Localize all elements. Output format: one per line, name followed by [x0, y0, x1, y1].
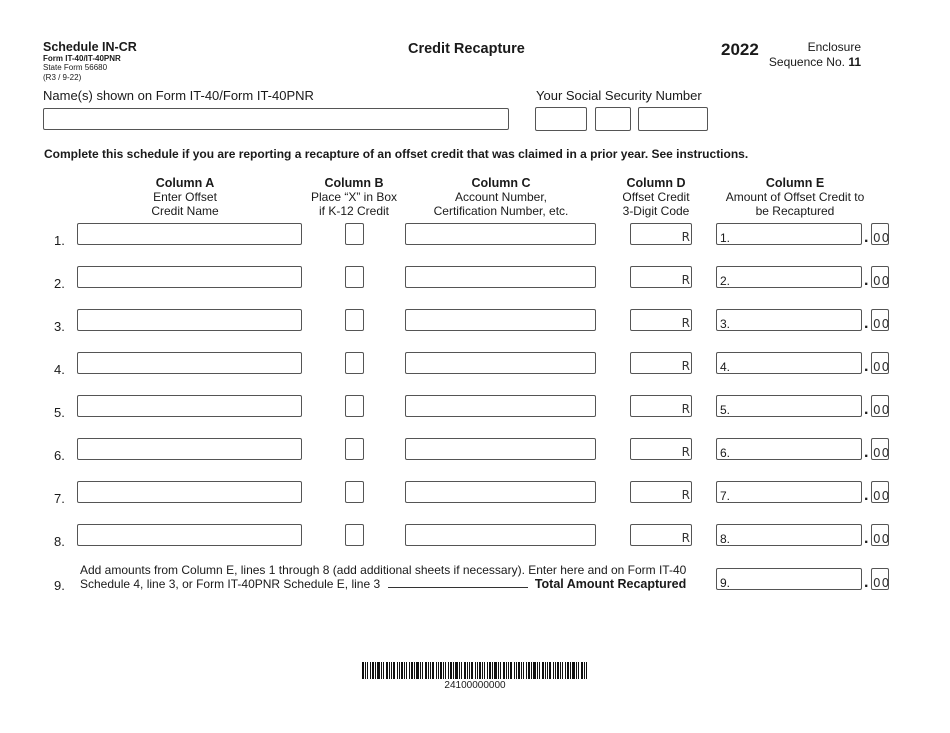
decimal-point: . [864, 574, 869, 591]
cents-input[interactable] [871, 395, 889, 417]
code-suffix: R [681, 488, 690, 502]
column-d-line1: Offset Credit [622, 190, 690, 204]
column-c-title: Column C [471, 176, 531, 190]
k12-checkbox[interactable] [345, 266, 364, 288]
recapture-amount-input[interactable] [716, 438, 862, 460]
column-e-header [712, 176, 878, 218]
cents-value: 00 [873, 489, 891, 503]
column-e-line2: be Recaptured [755, 204, 835, 218]
amount-line-label: 3. [720, 317, 731, 331]
recapture-amount-input[interactable] [716, 524, 862, 546]
credit-code-input[interactable] [630, 223, 692, 245]
code-suffix: R [681, 230, 690, 244]
account-number-input[interactable] [405, 438, 596, 460]
credit-code-input[interactable] [630, 309, 692, 331]
row-number: 3. [54, 319, 65, 334]
sequence-line [760, 55, 861, 70]
total-instruction-text: Schedule 4, line 3, or Form IT-40PNR Schedule E, line 3 [80, 577, 381, 591]
cents-input[interactable] [871, 223, 889, 245]
leader-line [388, 578, 528, 588]
column-d-line2: 3-Digit Code [622, 204, 690, 218]
barcode [362, 662, 588, 679]
amount-line-label: 2. [720, 274, 731, 288]
ssn-field-part2[interactable] [595, 107, 631, 131]
column-e-line1: Amount of Offset Credit to [725, 190, 865, 204]
total-amount-input[interactable] [716, 568, 862, 590]
amount-line-label: 5. [720, 403, 731, 417]
sequence-number: 11 [848, 55, 861, 69]
form-id-block [43, 41, 137, 82]
credit-code-input[interactable] [630, 352, 692, 374]
code-suffix: R [681, 445, 690, 459]
credit-code-input[interactable] [630, 395, 692, 417]
enclosure-label: Enclosure [807, 40, 861, 54]
recapture-amount-input[interactable] [716, 395, 862, 417]
decimal-point: . [864, 530, 869, 547]
row-number: 2. [54, 276, 65, 291]
name-label: Name(s) shown on Form IT-40/Form IT-40PNR [43, 88, 314, 103]
tax-year: 2022 [721, 40, 759, 59]
barcode-number: 24100000000 [444, 680, 506, 691]
amount-line-label: 4. [720, 360, 731, 374]
row-number: 4. [54, 362, 65, 377]
decimal-point: . [864, 229, 869, 246]
cents-input[interactable] [871, 524, 889, 546]
column-c-line1: Account Number, [454, 190, 548, 204]
recapture-amount-input[interactable] [716, 352, 862, 374]
cents-input[interactable] [871, 481, 889, 503]
account-number-input[interactable] [405, 524, 596, 546]
code-suffix: R [681, 531, 690, 545]
state-form-number: State Form 56680 [43, 63, 108, 72]
column-b-header [293, 176, 415, 218]
cents-value: 00 [873, 231, 891, 245]
cents-value: 00 [873, 446, 891, 460]
account-number-input[interactable] [405, 481, 596, 503]
column-d-header [606, 176, 706, 218]
decimal-point: . [864, 315, 869, 332]
column-c-header [410, 176, 592, 218]
column-d-title: Column D [626, 176, 686, 190]
cents-value: 00 [873, 360, 891, 374]
barcode-graphic [362, 662, 588, 679]
column-a-line2: Credit Name [151, 204, 219, 218]
cents-value: 00 [873, 403, 891, 417]
credit-name-input[interactable] [77, 223, 302, 245]
row-number: 7. [54, 491, 65, 506]
amount-line-label: 6. [720, 446, 731, 460]
k12-checkbox[interactable] [345, 352, 364, 374]
k12-checkbox[interactable] [345, 524, 364, 546]
page-title: Credit Recapture [408, 41, 525, 57]
instruction-text: Complete this schedule if you are reporting a recapture of an offset credit that was claimed in a prior year. See instructions. [44, 147, 749, 161]
k12-checkbox[interactable] [345, 395, 364, 417]
row-number: 5. [54, 405, 65, 420]
credit-name-input[interactable] [77, 481, 302, 503]
column-c-line2: Certification Number, etc. [433, 204, 569, 218]
column-b-line1: Place “X” in Box [310, 190, 398, 204]
column-e-title: Column E [765, 176, 825, 190]
decimal-point: . [864, 444, 869, 461]
total-instruction-line2 [80, 577, 686, 591]
credit-name-input[interactable] [77, 309, 302, 331]
form-name: Form IT-40/IT-40PNR [43, 54, 121, 63]
column-a-title: Column A [155, 176, 215, 190]
k12-checkbox[interactable] [345, 309, 364, 331]
ssn-field-part1[interactable] [535, 107, 587, 131]
credit-name-input[interactable] [77, 266, 302, 288]
cents-input[interactable] [871, 438, 889, 460]
k12-checkbox[interactable] [345, 438, 364, 460]
credit-name-input[interactable] [77, 524, 302, 546]
cents-input[interactable] [871, 266, 889, 288]
row-number: 6. [54, 448, 65, 463]
recapture-amount-input[interactable] [716, 309, 862, 331]
code-suffix: R [681, 402, 690, 416]
row-number: 1. [54, 233, 65, 248]
sequence-label: Sequence No. [768, 55, 845, 69]
decimal-point: . [864, 358, 869, 375]
cents-value: 00 [873, 532, 891, 546]
column-a-line1: Enter Offset [153, 190, 217, 204]
account-number-input[interactable] [405, 395, 596, 417]
account-number-input[interactable] [405, 223, 596, 245]
amount-line-label: 1. [720, 231, 731, 245]
total-instruction-line1: Add amounts from Column E, lines 1 through 8 (add additional sheets if necessary). Enter here and on Form IT-40 [80, 563, 687, 577]
row-number: 9. [54, 578, 65, 593]
cents-value: 00 [873, 274, 891, 288]
cents-value: 00 [873, 317, 891, 331]
recapture-amount-input[interactable] [716, 266, 862, 288]
recapture-amount-input[interactable] [716, 223, 862, 245]
decimal-point: . [864, 401, 869, 418]
cents-input[interactable] [871, 352, 889, 374]
cents-input[interactable] [871, 568, 889, 590]
name-field[interactable] [43, 108, 509, 130]
credit-code-input[interactable] [630, 266, 692, 288]
k12-checkbox[interactable] [345, 481, 364, 503]
total-label: Total Amount Recaptured [534, 577, 687, 591]
credit-code-input[interactable] [630, 524, 692, 546]
row-number: 8. [54, 534, 65, 549]
credit-name-input[interactable] [77, 395, 302, 417]
credit-code-input[interactable] [630, 438, 692, 460]
decimal-point: . [864, 487, 869, 504]
column-a-header [100, 176, 270, 218]
ssn-field-part3[interactable] [638, 107, 708, 131]
recapture-amount-input[interactable] [716, 481, 862, 503]
amount-line-label: 7. [720, 489, 731, 503]
amount-line-label: 9. [720, 576, 731, 590]
amount-line-label: 8. [720, 532, 731, 546]
account-number-input[interactable] [405, 266, 596, 288]
schedule-name: Schedule IN-CR [43, 40, 137, 54]
column-b-line2: if K-12 Credit [318, 204, 390, 218]
cents-value: 00 [873, 576, 891, 590]
code-suffix: R [681, 273, 690, 287]
credit-code-input[interactable] [630, 481, 692, 503]
column-b-title: Column B [324, 176, 384, 190]
credit-name-input[interactable] [77, 438, 302, 460]
credit-name-input[interactable] [77, 352, 302, 374]
cents-input[interactable] [871, 309, 889, 331]
k12-checkbox[interactable] [345, 223, 364, 245]
account-number-input[interactable] [405, 309, 596, 331]
code-suffix: R [681, 316, 690, 330]
ssn-label: Your Social Security Number [536, 88, 702, 103]
form-revision: (R3 / 9-22) [43, 73, 82, 82]
enclosure-block [760, 40, 861, 70]
account-number-input[interactable] [405, 352, 596, 374]
code-suffix: R [681, 359, 690, 373]
decimal-point: . [864, 272, 869, 289]
